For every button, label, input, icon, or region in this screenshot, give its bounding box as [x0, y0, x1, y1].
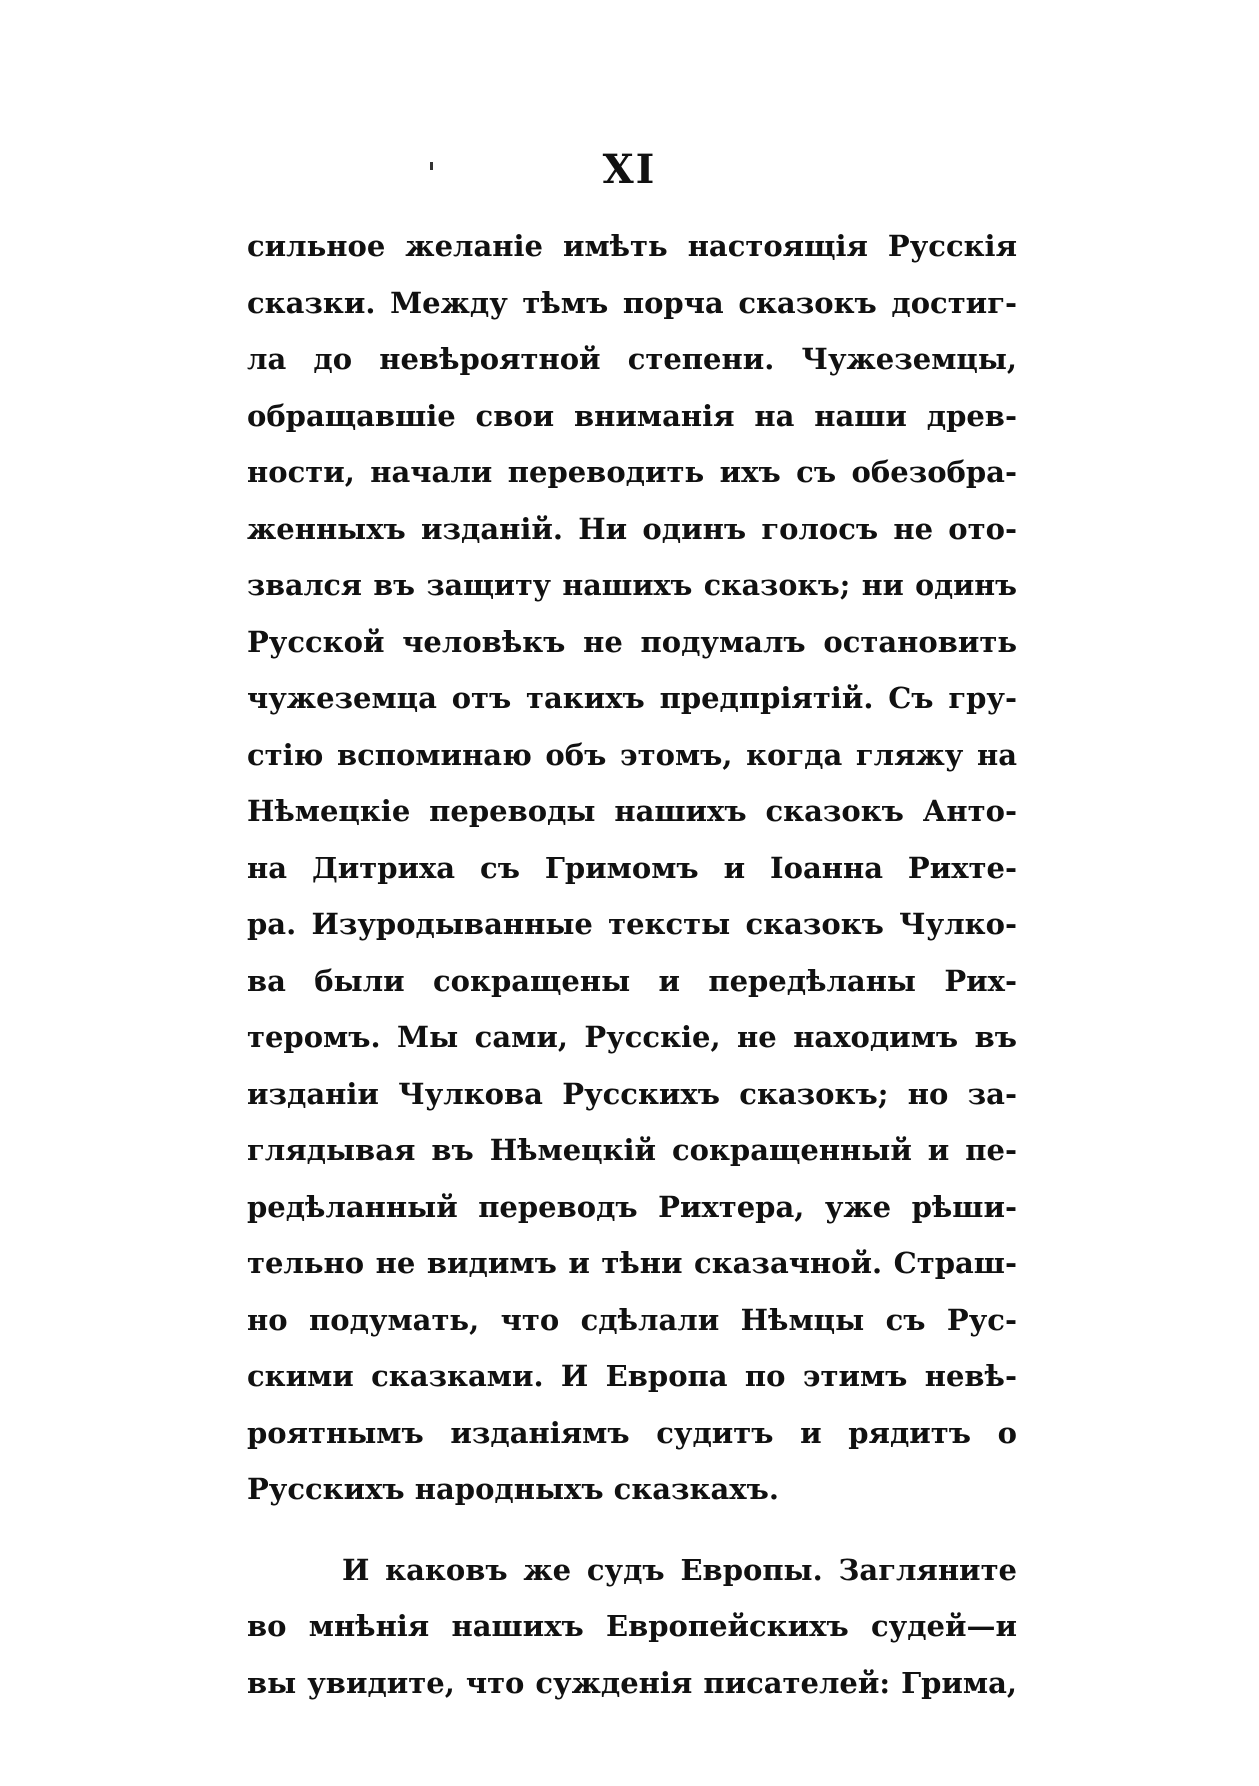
text-line: скими сказками. И Европа по этимъ невѣ- [247, 1359, 1017, 1393]
text-line: сказки. Между тѣмъ порча сказокъ достиг- [247, 285, 1017, 320]
text-line: ла до невѣроятной степени. Чужеземцы, [247, 342, 1017, 376]
text-line: Русскихъ народныхъ сказкахъ. [247, 1472, 779, 1506]
text-line: ности, начали переводить ихъ съ обезобра- [247, 455, 1017, 489]
text-line: чужеземца отъ такихъ предпріятій. Съ гру- [247, 681, 1017, 715]
text-line: во мнѣнія нашихъ Европейскихъ судей—и [247, 1609, 1017, 1643]
text-line: теромъ. Мы сами, Русскіе, не находимъ въ [247, 1020, 1017, 1054]
text-line: женныхъ изданій. Ни одинъ голосъ не ото- [247, 511, 1017, 546]
paragraph-2 [247, 1542, 1017, 1712]
text-line: ра. Изуродыванные тексты сказокъ Чулко- [247, 907, 1017, 941]
text-line: Нѣмецкіе переводы нашихъ сказокъ Анто- [247, 794, 1017, 828]
text-line: вы увидите, что сужденія писателей: Грима, [247, 1665, 1017, 1700]
text-line: Русской человѣкъ не подумалъ остановить [247, 624, 1017, 659]
text-line: на Дитриха съ Гримомъ и Іоанна Рихте- [247, 850, 1017, 885]
text-line: глядывая въ Нѣмецкій сокращенный и пе- [247, 1133, 1017, 1167]
body-text [247, 218, 1017, 1711]
text-line: редѣланный переводъ Рихтера, уже рѣши- [247, 1189, 1017, 1224]
text-line: роятнымъ изданіямъ судитъ и рядитъ о [247, 1415, 1017, 1450]
text-line: тельно не видимъ и тѣни сказачной. Страш- [247, 1246, 1017, 1280]
text-line: сильное желаніе имѣть настоящія Русскія [247, 229, 1017, 263]
text-line: И каковъ же судъ Европы. Загляните [342, 1552, 1017, 1587]
text-line: но подумать, что сдѣлали Нѣмцы съ Рус- [247, 1302, 1017, 1337]
text-line: ва были сокращены и передѣланы Рих- [247, 963, 1017, 998]
page-number: XI [602, 146, 657, 193]
text-line: стію вспоминаю объ этомъ, когда гляжу на [247, 737, 1017, 772]
paragraph-1 [247, 218, 1017, 1518]
text-line: звался въ защиту нашихъ сказокъ; ни одинъ [247, 568, 1017, 602]
text-line: изданіи Чулкова Русскихъ сказокъ; но за- [247, 1076, 1017, 1111]
text-line: обращавшіе свои вниманія на наши древ- [247, 398, 1017, 433]
